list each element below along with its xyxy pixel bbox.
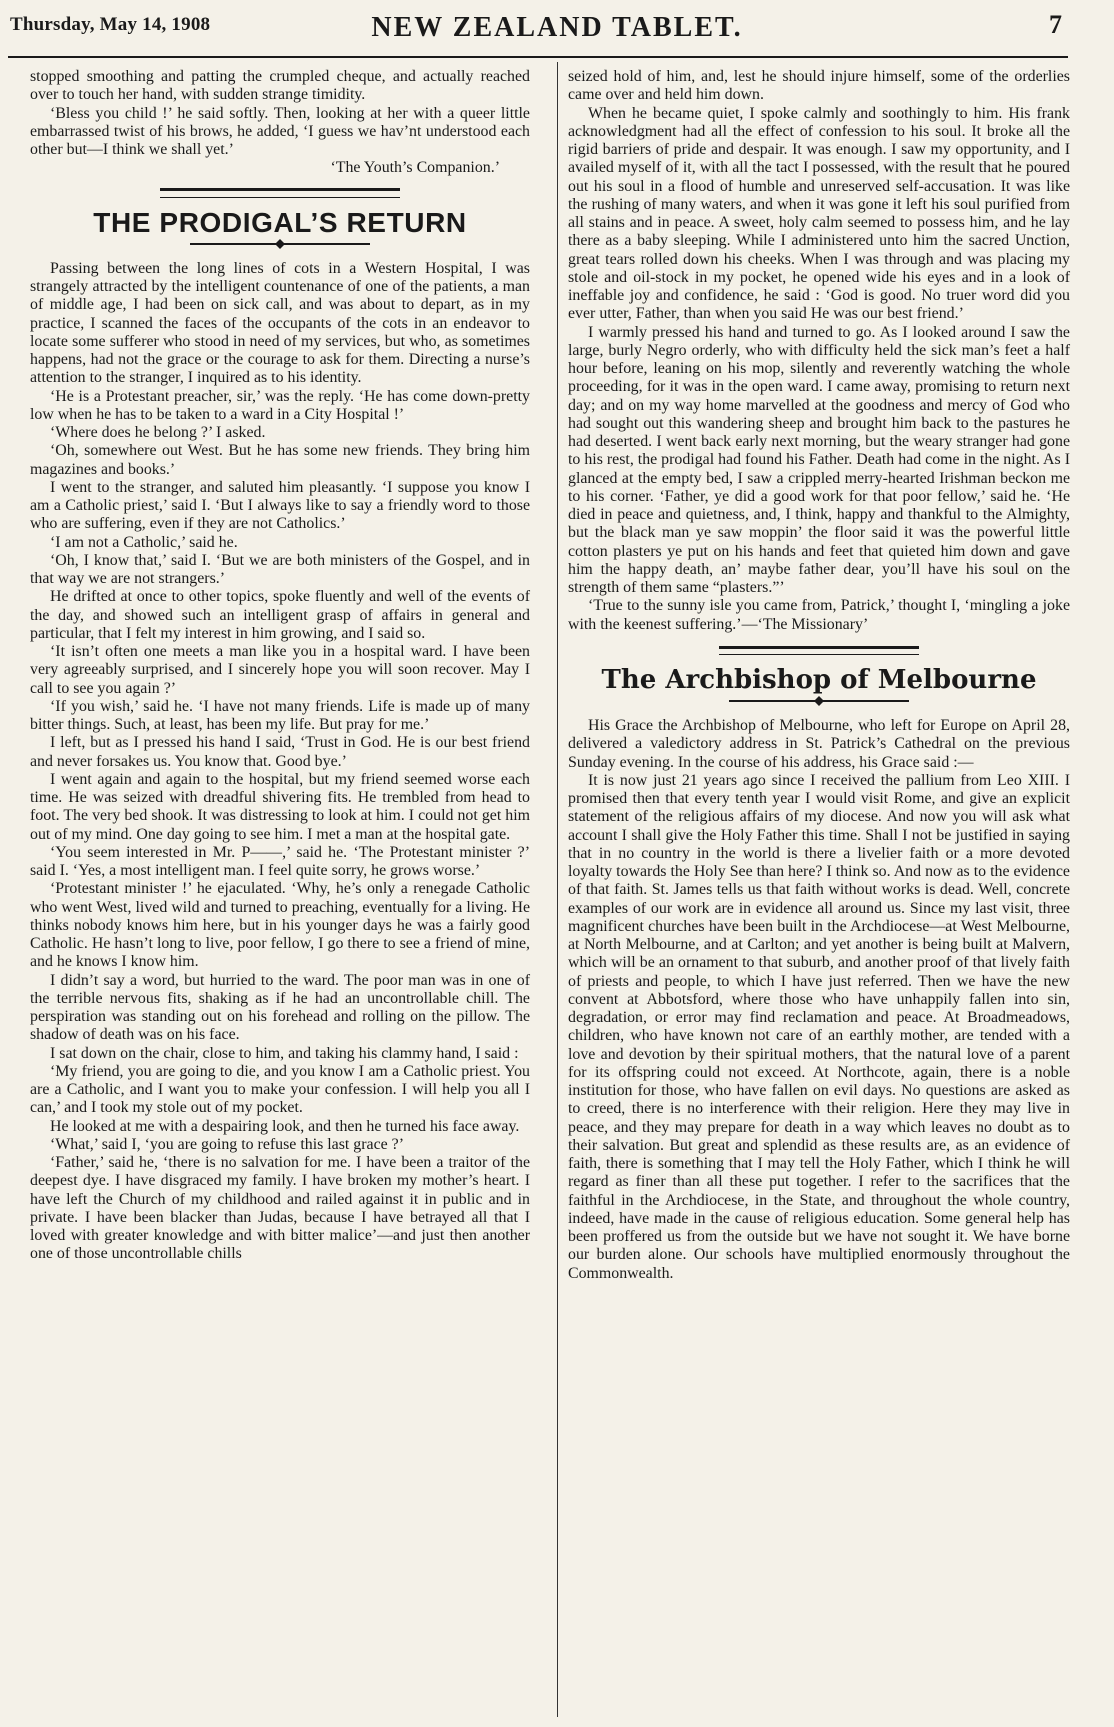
article-paragraph: seized hold of him, and, lest he should injure himself, some of the orderlies came over and held him down. xyxy=(568,68,1070,104)
article-paragraph: ‘My friend, you are going to die, and you know I am a Catholic priest. You are a Catholic, and I want you to make your confession. I will help you all I can,’ and I took my stole out of my pocket. xyxy=(30,1062,530,1117)
article-paragraph: When he became quiet, I spoke calmly and soothingly to him. His frank acknowledgment had all the effect of confession to his soul. It broke all the rigid barriers of pride and despair. It was enough. I saw my opportunity, and I availed myself of it, with all the tact I possessed, with the result that he poured out his soul in a flood of humble and unreserved self-accusation. It was like the rushing of many waters, and when it was gone it left his soul purified from all stains and in peace. A sweet, holy calm seemed to possess him, and he lay there as a baby sleeping. While I administered unto him the sacred Unction, great tears rolled down his cheeks. When I was through and was placing my stole and oil-stock in my pocket, he opened wide his eyes and in a look of ineffable joy and confidence, he said : ‘God is good. No truer word did you ever utter, Father, than when you said He was our best friend.’ xyxy=(568,104,1070,323)
article-paragraph: I went again and again to the hospital, but my friend seemed worse each time. He was seized with dreadful shivering fits. He trembled from head to foot. The very bed shook. It was distressing to look at him. I could not get him out of my mind. One day going to see him. I met a man at the hospital gate. xyxy=(30,770,530,843)
prodigal-heading: THE PRODIGAL’S RETURN xyxy=(93,206,467,238)
article-paragraph: I went to the stranger, and saluted him pleasantly. ‘I suppose you know I am a Catholic priest,’ said I. ‘But I always like to say a friendly word to those who are suffering, even if they are not Catholics.’ xyxy=(30,478,530,533)
article-paragraph: ‘He is a Protestant preacher, sir,’ was the reply. ‘He has come down-pretty low when he has to be taken to a ward in a City Hospital !’ xyxy=(30,387,530,423)
article-paragraph: Passing between the long lines of cots in a Western Hospital, I was strangely attracted by the intelligent countenance of one of the patients, a man of middle age, I had been on sick call, and was about to depart, as in my practice, I scanned the faces of the occupants of the cots in an endeavor to locate some sufferer who stood in need of my services, but who, as sometimes happens, had not the grace or the courage to ask for them. Directing a nurse’s attention to the stranger, I inquired as to his identity. xyxy=(30,259,530,387)
article-paragraph: His Grace the Archbishop of Melbourne, who left for Europe on April 28, delivered a valedictory address in St. Patrick’s Cathedral on the previous Sunday evening. In the course of his address, his Grace said :— xyxy=(568,717,1070,771)
left-column xyxy=(30,68,530,1264)
article-paragraph: ‘True to the sunny isle you came from, Patrick,’ thought I, ‘mingling a joke with the keenest suffering.’—‘The Missionary’ xyxy=(568,597,1070,633)
article-paragraph: ‘I am not a Catholic,’ said he. xyxy=(50,533,238,551)
section-rule xyxy=(160,188,400,198)
article-paragraph: I didn’t say a word, but hurried to the ward. The poor man was in one of the terrible nervous fits, shaking as if he had an uncontrollable chill. The perspiration was standing out on his forehead and rolling on the pillow. The shadow of death was on his face. xyxy=(30,971,530,1044)
ornament-rule-icon xyxy=(190,238,370,250)
masthead-title: NEW ZEALAND TABLET. xyxy=(371,12,743,43)
article-paragraph: ‘What,’ said I, ‘you are going to refuse this last grace ?’ xyxy=(50,1135,405,1153)
archbishop-heading: The Archbishop of Melbourne xyxy=(601,664,1037,695)
article-paragraph: I warmly pressed his hand and turned to go. As I looked around I saw the large, burly Negro orderly, who with difficulty held the sick man’s feet a half hour before, leaning on his mop, silently and reverently watching the whole proceeding, for it was in the open ward. I came away, promising to return next day; and on my way home marvelled at the goodness and mercy of God who had sought out this wandering sheep and brought him back to the pastures he had deserted. I went back early next morning, but the weary stranger had gone to his rest, the prodigal had found his Father. Death had come in the night. As I glanced at the empty bed, I saw a crippled merry-hearted Irishman beckon me to his corner. ‘Father, ye did a good work for that poor fellow,’ said he. ‘He died in peace and quietness, and, I think, happy and thankful to the Almighty, but the black man ye saw moppin’ the floor said it was the powerful little cotton plasters ye put on his hands and feet that quieted him down and gave him the happy death, an’ maybe father dear, you’ll have his soul on the strength of them same “plasters.”’ xyxy=(568,323,1070,596)
page-number: 7 xyxy=(1049,10,1062,39)
article-paragraph: ‘Bless you child !’ he said softly. Then, looking at her with a queer little embarrassed twist of his brows, he added, ‘I guess we hav’nt understood each other but—I think we shall yet.’ xyxy=(30,104,530,158)
source-credit: ‘The Youth’s Companion.’ xyxy=(330,159,500,177)
article-paragraph: ‘Protestant minister !’ he ejaculated. ‘Why, he’s only a renegade Catholic who went West, lived wild and turned to preaching, eventually for a living. He thinks nobody knows him here, but in his younger days he was a fairly good Catholic. He hasn’t long to live, poor fellow, I go there to see a friend of mine, and he knows I know him. xyxy=(30,880,530,971)
article-paragraph: stopped smoothing and patting the crumpled cheque, and actually reached over to touch her hand, with sudden strange timidity. xyxy=(30,68,530,104)
article-paragraph: It is now just 21 years ago since I received the pallium from Leo XIII. I promised then that every tenth year I would visit Rome, and give an explicit statement of the religious affairs of my diocese. And now you will ask what account I shall give the Holy Father this time. Shall I not be justified in saying that in no country in the world is there a livelier faith or a more devoted loyalty towards the Holy See than here? I think so. And now as to the evidence of that faith. St. James tells us that faith without works is dead. Well, concrete examples of our work are in evidence all around us. Since my last visit, three magnificent churches have been built in the Archdiocese—at West Melbourne, at North Melbourne, and at Carlton; and yet another is being built at Malvern, which will be an ornament to that suburb, and another proof of that lively faith of priests and people, to which I have just referred. Then we have the new convent at Abbotsford, where those who have unhappily fallen into sin, degradation, or error may find reclamation and peace. At Broadmeadows, children, who have known not care of an earthly mother, are tended with a love and devotion by their spiritual mothers, that the natural love of a parent for its offspring could not exceed. At Northcote, again, there is a noble institution for those, who have fallen on evil days. No questions are asked as to creed, there is no interference with their religion. Here they may live in peace, and they may prepare for death in a way which leaves no doubt as to their salvation. But great and splendid as these results are, as an evidence of faith, there is something that I may tell the Holy Father, which I think he will regard as finer than all these put together. I refer to the sacrifices that the faithful in the Archdiocese, in the State, and throughout the whole country, indeed, have made in the cause of religious education. Some general help has been proffered us from the outside but we have not sought it. We have borne our burden alone. Our schools have multiplied enormously throughout the Commonwealth. xyxy=(568,771,1070,1282)
ornament-rule-icon xyxy=(729,695,909,707)
article-paragraph: ‘Where does he belong ?’ I asked. xyxy=(50,424,266,441)
article-paragraph: I sat down on the chair, close to him, and taking his clammy hand, I said : xyxy=(50,1044,519,1062)
article-paragraph: ‘Father,’ said he, ‘there is no salvation for me. I have been a traitor of the deepest dye. I have disgraced my family. I have broken my mother’s heart. I have left the Church of my childhood and railed against it in public and in private. I have been blacker than Judas, because I have betrayed all that I loved with greater knowledge and with bitter malice’—and just then another one of those uncontrollable chills xyxy=(30,1154,530,1263)
article-paragraph: ‘It isn’t often one meets a man like you in a hospital ward. I have been very agreeably surprised, and I sincerely hope you will soon recover. May I call to see you again ?’ xyxy=(30,643,530,697)
article-paragraph: ‘You seem interested in Mr. P——,’ said he. ‘The Protestant minister ?’ said I. ‘Yes, a most intelligent man. I feel quite sorry, he grows worse.’ xyxy=(30,843,530,879)
header-rule xyxy=(8,56,1068,58)
right-column xyxy=(568,68,1070,1283)
article-paragraph: ‘If you wish,’ said he. ‘I have not many friends. Life is made up of many bitter things. Such, at least, has been my life. But pray for me.’ xyxy=(30,697,530,733)
article-paragraph: He drifted at once to other topics, spoke fluently and well of the events of the day, and showed such an intelligent grasp of affairs in general and particular, that I felt my interest in him growing, and I said so. xyxy=(30,588,530,642)
issue-date: Thursday, May 14, 1908 xyxy=(10,14,211,35)
article-paragraph: ‘Oh, somewhere out West. But he has some new friends. They bring him magazines and books.’ xyxy=(30,442,530,478)
article-paragraph: I left, but as I pressed his hand I said, ‘Trust in God. He is our best friend and never forsakes us. You know that. Good bye.’ xyxy=(30,734,530,770)
section-rule xyxy=(719,646,919,655)
article-paragraph: He looked at me with a despairing look, and then he turned his face away. xyxy=(50,1117,520,1135)
article-paragraph: ‘Oh, I know that,’ said I. ‘But we are both ministers of the Gospel, and in that way we are not strangers.’ xyxy=(30,551,530,587)
column-divider xyxy=(557,62,558,1717)
page-header xyxy=(0,0,1114,44)
